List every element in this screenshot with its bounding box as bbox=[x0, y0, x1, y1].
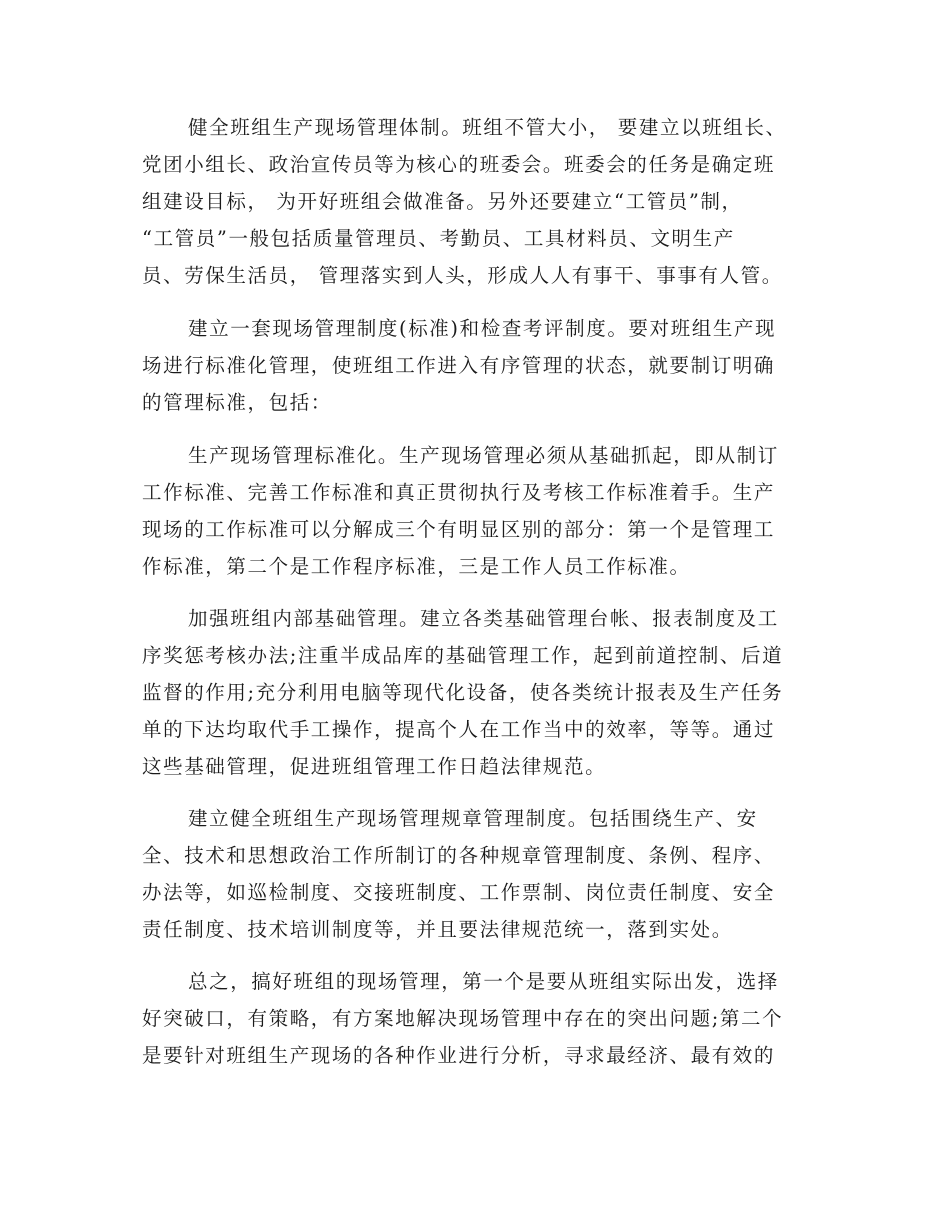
paragraph-3-line-2: 工作标准、完善工作标准和真正贯彻执行及考核工作标准着手。生产 bbox=[142, 481, 776, 504]
paragraph-5-line-4: 责任制度、技术培训制度等，并且要法律规范统一，落到实处。 bbox=[142, 918, 733, 941]
paragraph-1-line-4: “工管员”一般包括质量管理员、考勤员、工具材料员、文明生产 bbox=[142, 227, 735, 250]
paragraph-2-line-3: 的管理标准，包括： bbox=[142, 391, 332, 414]
paragraph-3-line-3: 现场的工作标准可以分解成三个有明显区别的部分：第一个是管理工 bbox=[142, 518, 776, 541]
paragraph-4-line-5: 这些基础管理，促进班组管理工作日趋法律规范。 bbox=[142, 755, 607, 778]
paragraph-4-line-1: 加强班组内部基础管理。建立各类基础管理台帐、报表制度及工 bbox=[188, 607, 779, 630]
paragraph-1-line-2: 党团小组长、政治宣传员等为核心的班委会。班委会的任务是确定班 bbox=[142, 153, 776, 176]
paragraph-4-line-2: 序奖惩考核办法;注重半成品库的基础管理工作，起到前道控制、后道 bbox=[142, 644, 784, 667]
paragraph-4-line-3: 监督的作用;充分利用电脑等现代化设备，使各类统计报表及生产任务 bbox=[142, 681, 784, 704]
paragraph-4-line-4: 单的下达均取代手工操作，提高个人在工作当中的效率，等等。通过 bbox=[142, 718, 776, 741]
paragraph-2-line-1: 建立一套现场管理制度(标准)和检查考评制度。要对班组生产现 bbox=[188, 317, 777, 340]
paragraph-5-line-3: 办法等，如巡检制度、交接班制度、工作票制、岗位责任制度、安全 bbox=[142, 881, 776, 904]
paragraph-2-line-2: 场进行标准化管理，使班组工作进入有序管理的状态，就要制订明确 bbox=[142, 354, 776, 377]
paragraph-6-line-1: 总之，搞好班组的现场管理，第一个是要从班组实际出发，选择 bbox=[188, 970, 779, 993]
paragraph-1-line-1: 健全班组生产现场管理体制。班组不管大小， 要建立以班组长、 bbox=[188, 116, 787, 139]
paragraph-6-line-2: 好突破口，有策略，有方案地解决现场管理中存在的突出问题;第二个 bbox=[142, 1007, 784, 1030]
paragraph-3-line-4: 作标准，第二个是工作程序标准，三是工作人员工作标准。 bbox=[142, 555, 691, 578]
paragraph-1-line-5: 员、劳保生活员， 管理落实到人头，形成人人有事干、事事有人管。 bbox=[142, 264, 783, 287]
paragraph-1-line-3: 组建设目标， 为开好班组会做准备。另外还要建立“工管员”制， bbox=[142, 190, 743, 213]
paragraph-5-line-1: 建立健全班组生产现场管理规章管理制度。包括围绕生产、安 bbox=[188, 807, 758, 830]
paragraph-5-line-2: 全、技术和思想政治工作所制订的各种规章管理制度、条例、程序、 bbox=[142, 844, 776, 867]
paragraph-3-line-1: 生产现场管理标准化。生产现场管理必须从基础抓起，即从制订 bbox=[188, 444, 779, 467]
paragraph-6-line-3: 是要针对班组生产现场的各种作业进行分析，寻求最经济、最有效的 bbox=[142, 1044, 776, 1067]
